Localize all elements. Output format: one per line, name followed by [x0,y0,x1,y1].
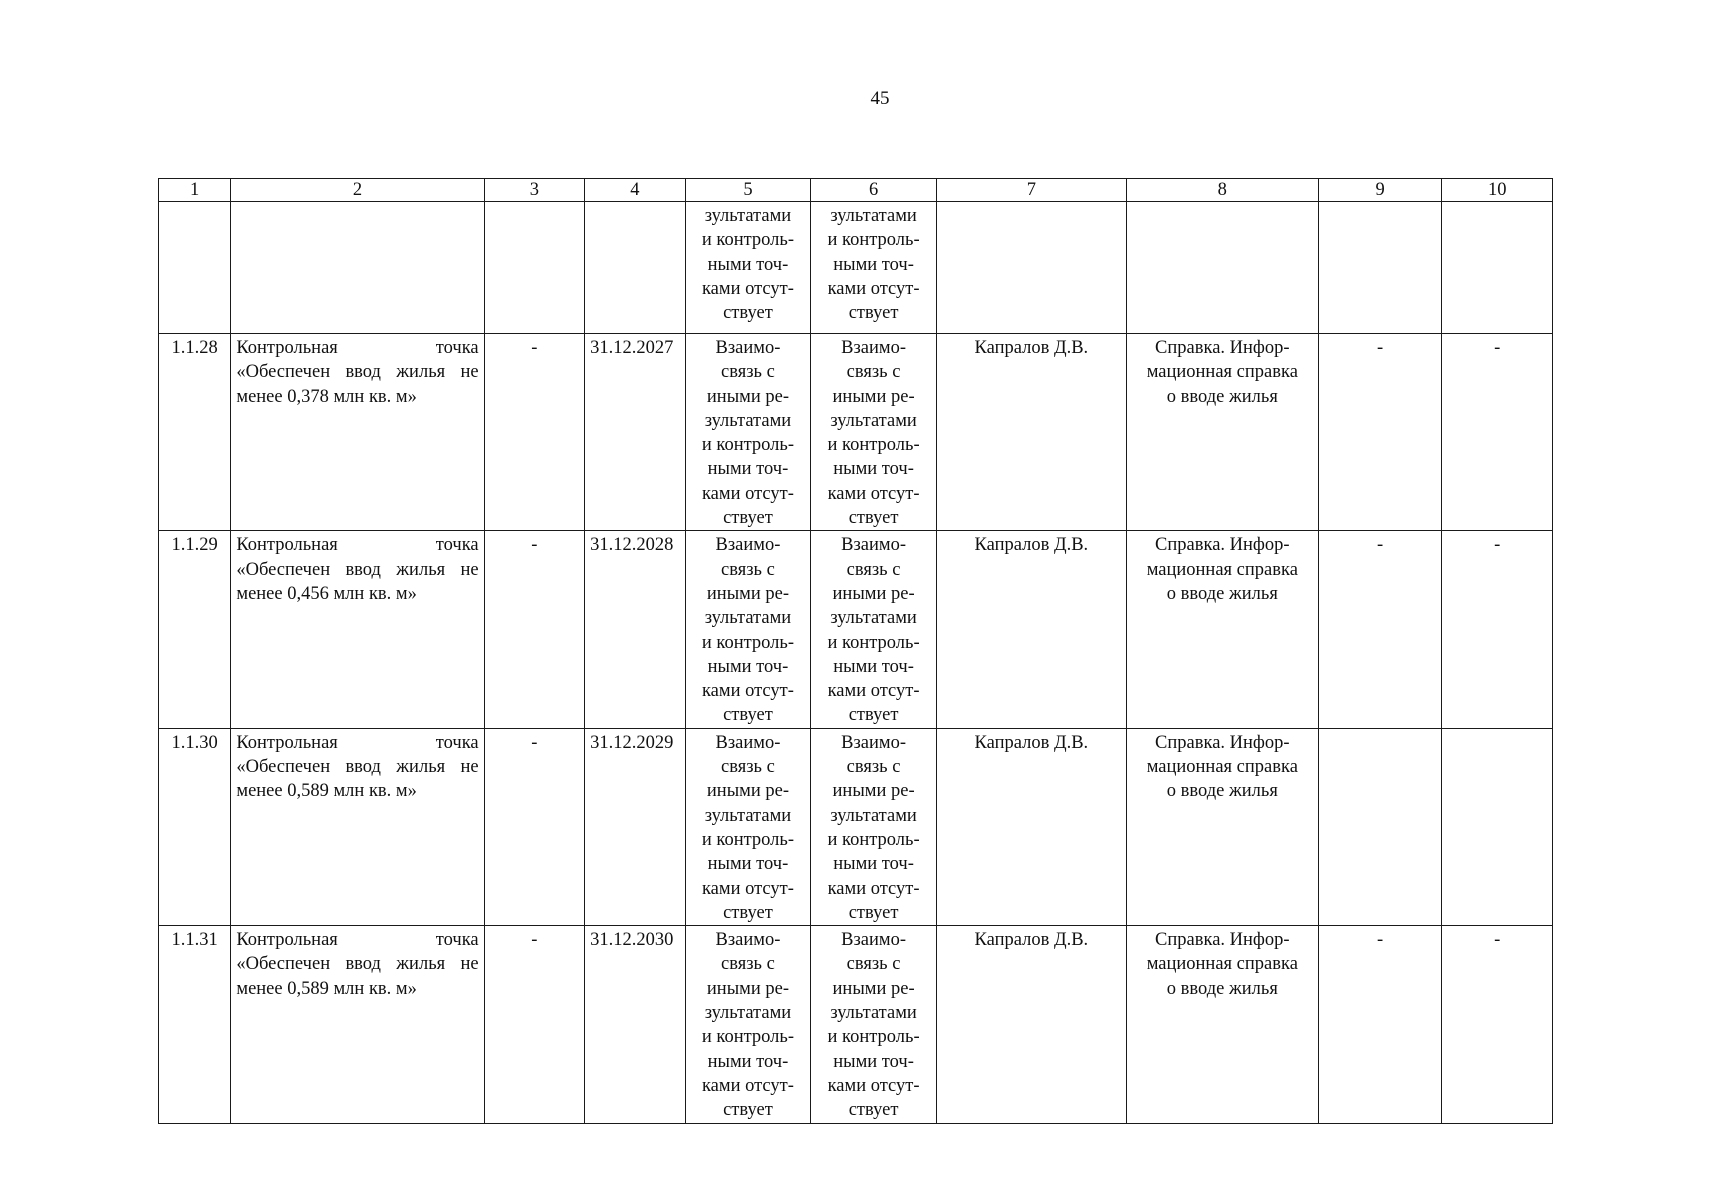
empty-cell [1442,728,1553,925]
control-point-title [231,531,484,728]
responsible-person: Капралов Д.В. [936,531,1126,728]
column-header: 2 [231,179,484,202]
title-first-line: Контрольная точка [236,535,479,556]
relation-text: Взаимо- связь с иными ре- зультатами и контроль- ными точ- ками отсут- ствует [827,535,920,726]
empty-cell [1318,202,1442,334]
document-cell [1126,728,1318,925]
title-first-line: Контрольная точка [236,338,479,358]
column-header: 9 [1318,179,1442,202]
row-number: 1.1.31 [159,926,231,1123]
relation-cell [685,926,811,1123]
document-cell [1126,926,1318,1123]
row-number: 1.1.28 [159,334,231,531]
document-text: Справка. Инфор- мационная справка о вводе жилья [1146,732,1298,802]
control-point-title [231,728,484,925]
relation-cell [685,202,811,334]
document-text: Справка. Инфор- мационная справка о вводе жилья [1146,535,1298,604]
dash-cell: - [1318,334,1442,531]
control-point-title [231,926,484,1123]
table-row [159,334,1553,531]
empty-cell [1318,728,1442,925]
relation-text: Взаимо- связь с иными ре- зультатами и контроль- ными точ- ками отсут- ствует [701,930,794,1121]
deadline-date: 31.12.2028 [585,531,686,728]
document-cell [1126,334,1318,531]
title-rest: «Обеспечен ввод жилья не менее 0,456 млн кв. м» [236,559,479,604]
dash-cell: - [1442,926,1553,1123]
title-first-line: Контрольная точка [236,732,479,753]
document-text: Справка. Инфор- мационная справка о вводе жилья [1146,338,1298,407]
responsible-person: Капралов Д.В. [936,926,1126,1123]
relation-text: Взаимо- связь с иными ре- зультатами и контроль- ными точ- ками отсут- ствует [827,732,920,923]
relation-cell [811,531,937,728]
title-rest: «Обеспечен ввод жилья не менее 0,589 млн кв. м» [236,757,479,802]
document-cell [1126,531,1318,728]
dash-cell: - [484,334,585,531]
dash-cell: - [1442,531,1553,728]
relation-cell [811,334,937,531]
relation-text: Взаимо- связь с иными ре- зультатами и контроль- ными точ- ками отсут- ствует [701,732,794,923]
control-point-title [231,334,484,531]
deadline-date: 31.12.2029 [585,728,686,925]
dash-cell: - [1318,926,1442,1123]
table-header-row [159,179,1553,202]
deadline-date: 31.12.2030 [585,926,686,1123]
relation-text: Взаимо- связь с иными ре- зультатами и контроль- ными точ- ками отсут- ствует [827,930,920,1121]
dash-cell: - [1442,334,1553,531]
responsible-person: Капралов Д.В. [936,334,1126,531]
table-row [159,531,1553,728]
relation-text: Взаимо- связь с иными ре- зультатами и контроль- ными точ- ками отсут- ствует [701,535,794,726]
relation-text: зультатами и контроль- ными точ- ками отсут- ствует [827,206,920,324]
relation-text: зультатами и контроль- ными точ- ками отсут- ствует [701,206,794,324]
column-header: 5 [685,179,811,202]
relation-text: Взаимо- связь с иными ре- зультатами и контроль- ными точ- ками отсут- ствует [701,338,794,529]
empty-cell [1126,202,1318,334]
table-row [159,728,1553,925]
document-text: Справка. Инфор- мационная справка о вводе жилья [1146,930,1298,999]
empty-cell [585,202,686,334]
page-number: 45 [870,88,890,109]
dash-cell: - [1318,531,1442,728]
column-header: 7 [936,179,1126,202]
column-header: 4 [585,179,686,202]
column-header: 1 [159,179,231,202]
title-rest: «Обеспечен ввод жилья не менее 0,589 млн кв. м» [236,954,479,999]
table-row [159,926,1553,1123]
relation-cell [685,531,811,728]
dash-cell: - [484,926,585,1123]
column-header: 3 [484,179,585,202]
dash-cell: - [484,728,585,925]
responsible-person: Капралов Д.В. [936,728,1126,925]
continuation-row [159,202,1553,334]
dash-cell: - [484,531,585,728]
plan-table [158,178,1553,1124]
title-first-line: Контрольная точка [236,930,479,951]
column-header: 6 [811,179,937,202]
empty-cell [1442,202,1553,334]
deadline-date: 31.12.2027 [585,334,686,531]
column-header: 10 [1442,179,1553,202]
empty-cell [159,202,231,334]
relation-cell [685,334,811,531]
relation-cell [685,728,811,925]
empty-cell [936,202,1126,334]
relation-cell [811,728,937,925]
empty-cell [231,202,484,334]
relation-cell [811,202,937,334]
row-number: 1.1.30 [159,728,231,925]
relation-cell [811,926,937,1123]
column-header: 8 [1126,179,1318,202]
row-number: 1.1.29 [159,531,231,728]
relation-text: Взаимо- связь с иными ре- зультатами и контроль- ными точ- ками отсут- ствует [827,338,920,529]
empty-cell [484,202,585,334]
title-rest: «Обеспечен ввод жилья не менее 0,378 млн кв. м» [236,362,479,407]
